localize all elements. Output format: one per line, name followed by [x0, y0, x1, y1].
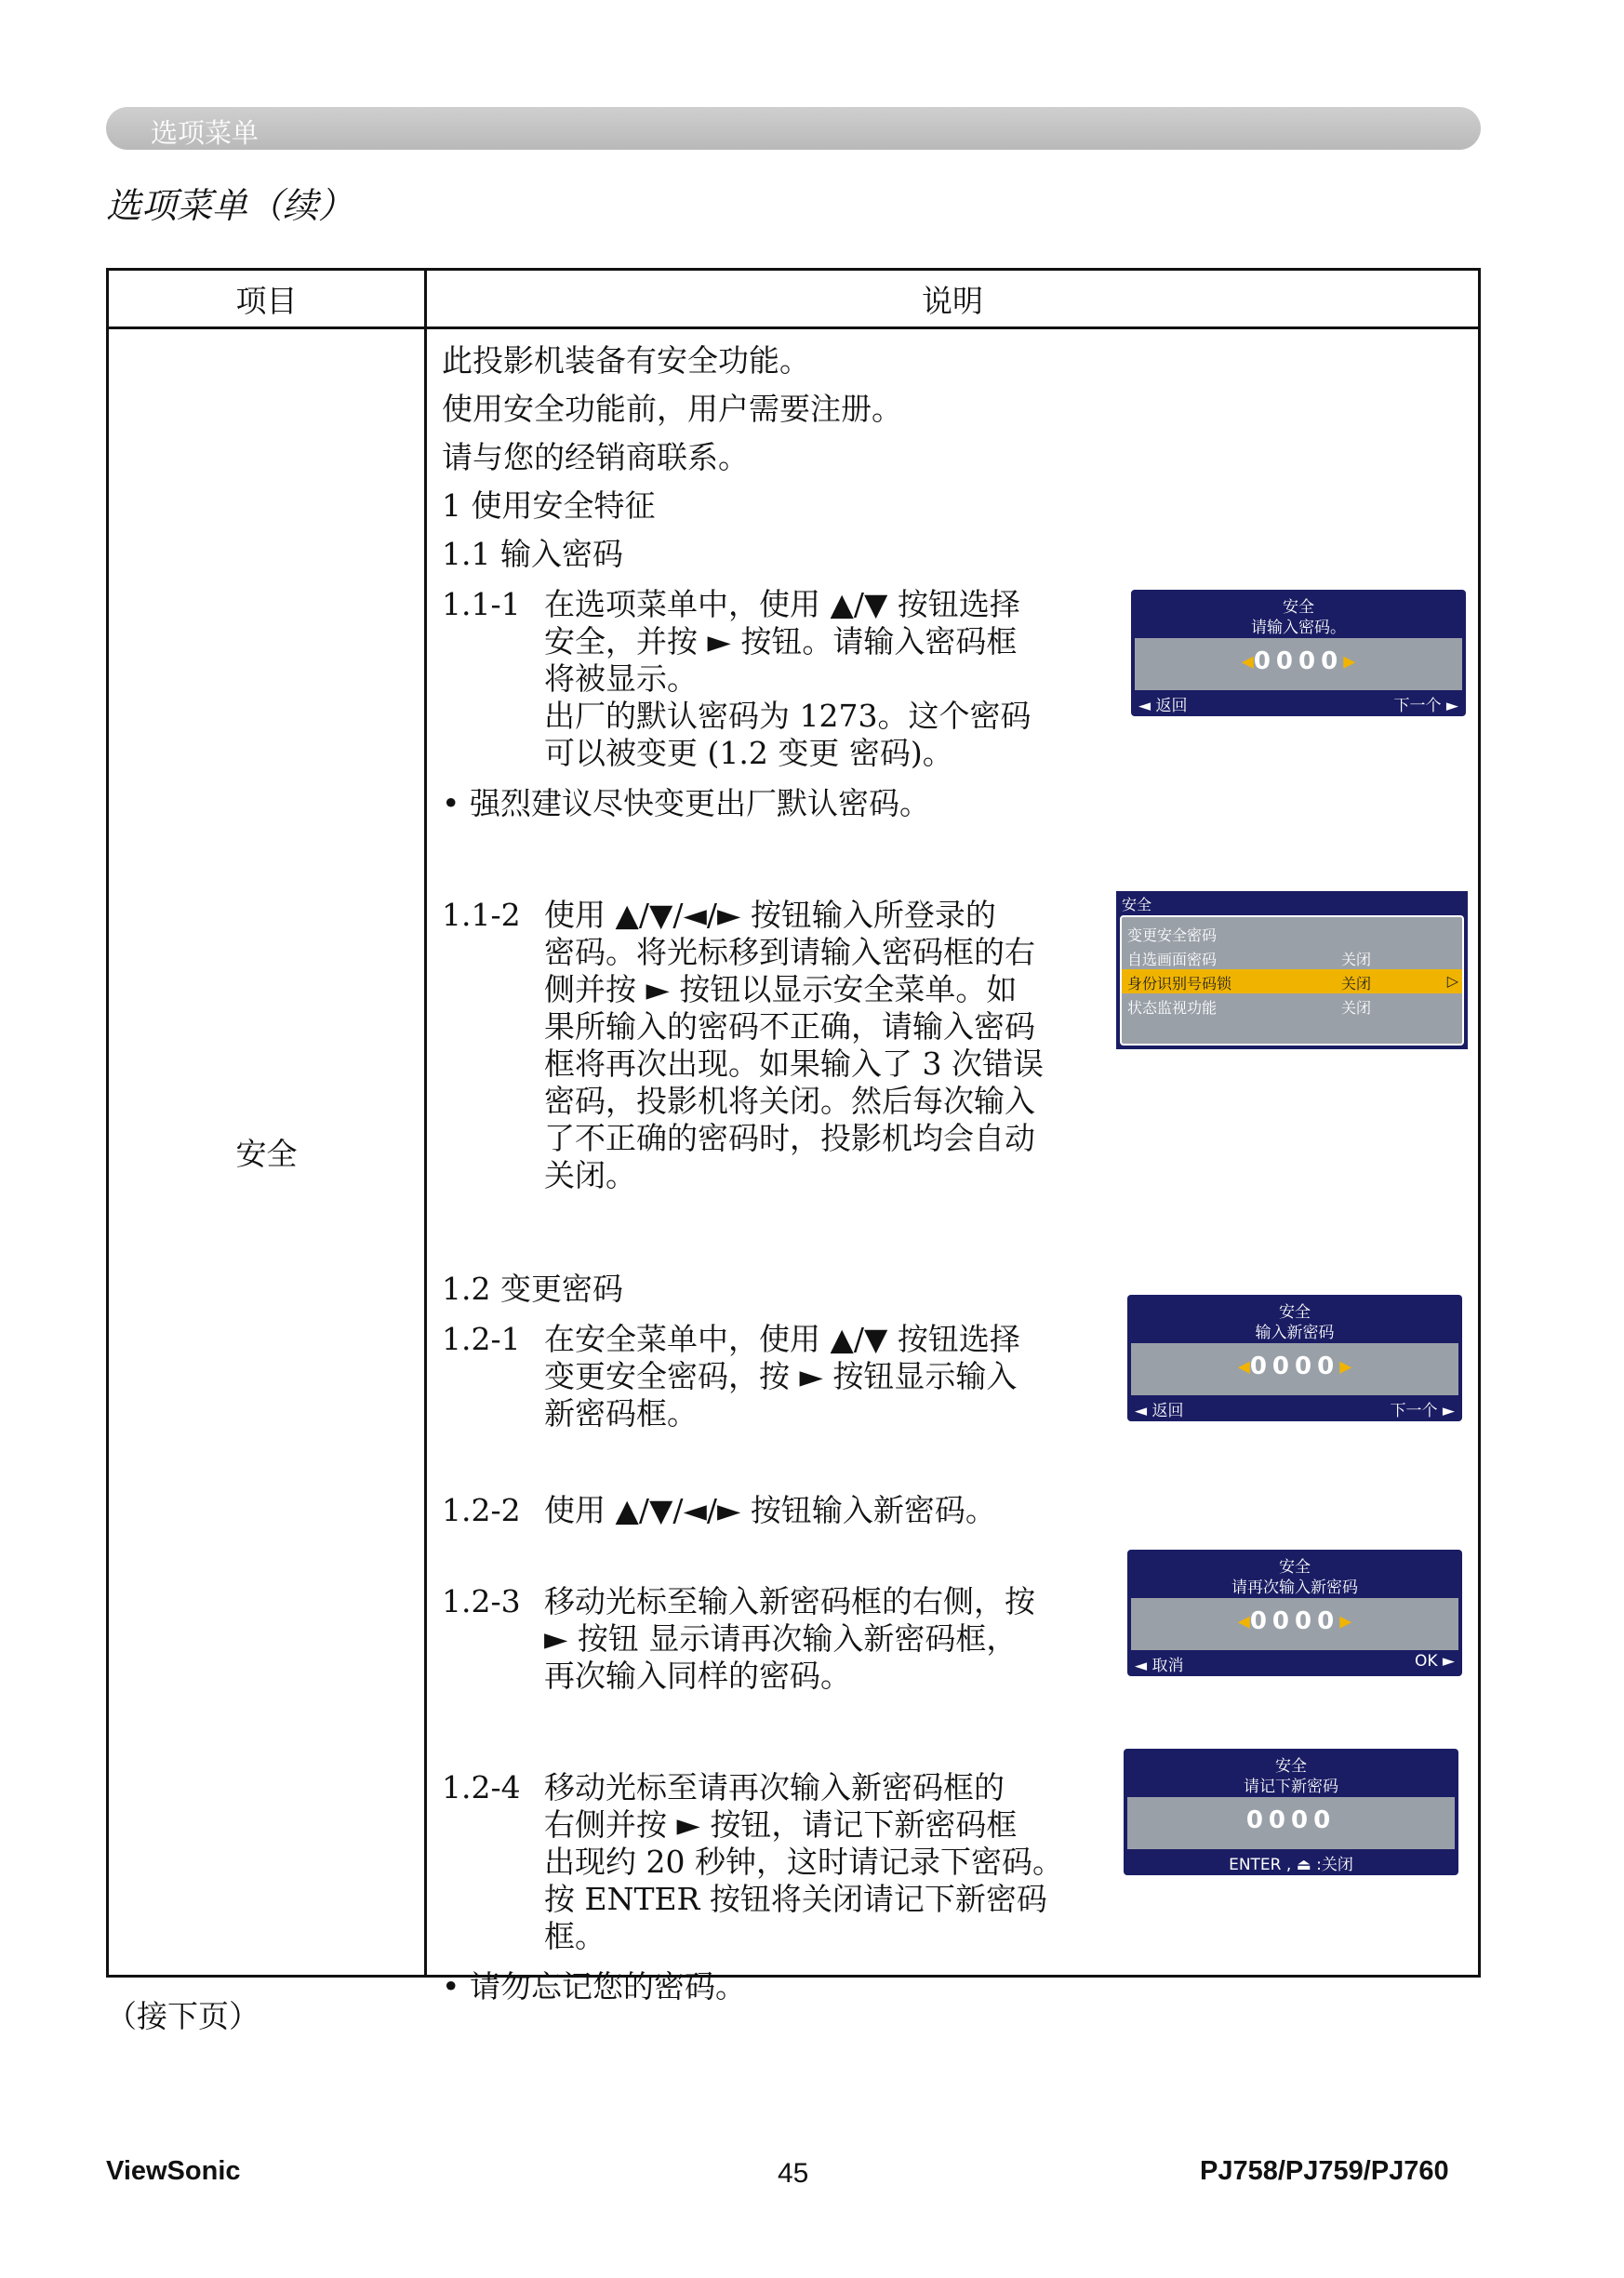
step-number: 1.2-4: [442, 1769, 521, 1805]
note: • 强烈建议尽快变更出厂默认密码。: [442, 785, 930, 821]
continued-note: （接下页）: [106, 1998, 260, 2034]
back-hint: ◄ 返回: [1135, 1402, 1184, 1420]
osd-enter-password: [1131, 590, 1466, 716]
desc-line: 1.2 变更密码: [442, 1271, 623, 1307]
item-security: 安全: [108, 328, 426, 1977]
menu-row-selected: 身份识别号码锁 关闭 ▷: [1122, 969, 1462, 993]
step-line: 侧并按 ► 按钮以显示安全菜单。如: [544, 971, 1018, 1007]
desc-line: 1 使用安全特征: [442, 487, 656, 524]
step-line: 移动光标至请再次输入新密码框的: [544, 1769, 1005, 1805]
osd-prompt: 请再次输入新密码: [1231, 1579, 1358, 1597]
osd-footer: [1138, 692, 1458, 715]
step-number: 1.2-3: [442, 1583, 521, 1619]
step-line: 移动光标至输入新密码框的右侧，按: [544, 1583, 1035, 1619]
step-line: 果所输入的密码不正确，请输入密码: [544, 1008, 1035, 1045]
step-line: 使用 ▲/▼/◄/► 按钮输入所登录的: [544, 897, 996, 933]
osd-new-password: [1127, 1295, 1462, 1421]
osd-prompt: 请记下新密码: [1244, 1778, 1338, 1796]
step-line: 右侧并按 ► 按钮，请记下新密码框: [544, 1806, 1018, 1843]
options-table: [106, 268, 1481, 2005]
ok-hint: OK ►: [1414, 1652, 1455, 1671]
step-line: 密码。将光标移到请输入密码框的右: [544, 934, 1035, 970]
step-line: 使用 ▲/▼/◄/► 按钮输入新密码。: [544, 1492, 996, 1528]
osd-title: 安全: [1279, 1303, 1311, 1322]
osd-title: 安全: [1275, 1757, 1307, 1776]
step-line: 出厂的默认密码为 1273。这个密码: [544, 698, 1032, 734]
step-number: 1.2-2: [442, 1492, 521, 1528]
desc-line: 此投影机装备有安全功能。: [442, 342, 810, 379]
step-line: 框。: [544, 1918, 606, 1954]
arrow-right-icon: ▸: [1343, 647, 1356, 675]
password-field: ◂0000▸: [1237, 1352, 1352, 1380]
desc-line: 请与您的经销商联系。: [442, 439, 749, 475]
step-line: 将被显示。: [544, 660, 698, 697]
osd-title: 安全: [1279, 1558, 1311, 1577]
osd-title: 安全: [1283, 598, 1314, 617]
password-field: ◂0000▸: [1241, 647, 1356, 675]
step-line: 出现约 20 秒钟，这时请记录下密码。: [544, 1844, 1063, 1880]
brand-logo: ViewSonic: [106, 2156, 241, 2186]
osd-prompt: 输入新密码: [1255, 1324, 1335, 1342]
step-line: 了不正确的密码时，投影机均会自动: [544, 1120, 1035, 1156]
menu-row: 变更安全密码: [1127, 926, 1218, 944]
arrow-left-icon: ◂: [1241, 647, 1254, 675]
model-name: PJ758/PJ759/PJ760: [1200, 2156, 1449, 2186]
cancel-hint: ◄ 取消: [1135, 1657, 1184, 1675]
back-hint: ◄ 返回: [1138, 697, 1188, 715]
menu-row: 状态监视功能 关闭: [1127, 999, 1372, 1017]
desc-line: 1.1 输入密码: [442, 536, 623, 572]
next-hint: 下一个 ►: [1393, 697, 1458, 715]
step-line: 安全，并按 ► 按钮。请输入密码框: [544, 623, 1018, 659]
osd-prompt: 请输入密码。: [1251, 619, 1346, 637]
step-number: 1.1-2: [442, 897, 521, 933]
desc-line: 使用安全功能前，用户需要注册。: [442, 391, 902, 427]
col-header-item: 项目: [108, 270, 426, 328]
step-line: 新密码框。: [544, 1395, 698, 1432]
arrow-left-icon: ◂: [1237, 1352, 1250, 1380]
desc-cell: [426, 328, 1480, 2005]
page-number: 45: [778, 2158, 809, 2189]
arrow-right-icon: ▸: [1339, 1352, 1352, 1380]
col-header-desc: 说明: [426, 270, 1480, 328]
arrow-right-icon: ▸: [1339, 1607, 1352, 1635]
step-line: 密码，投影机将关闭。然后每次输入: [544, 1083, 1035, 1119]
password-display: 0000: [1245, 1806, 1337, 1834]
step-line: 变更安全密码，按 ► 按钮显示输入: [544, 1358, 1018, 1394]
step-line: 可以被变更 (1.2 变更 密码)。: [544, 735, 953, 771]
step-line: 按 ENTER 按钮将关闭请记下新密码: [544, 1881, 1047, 1917]
step-number: 1.1-1: [442, 586, 521, 622]
osd-footer: [1135, 1397, 1455, 1420]
osd-reenter-password: [1127, 1550, 1462, 1676]
note: • 请勿忘记您的密码。: [442, 1968, 746, 2005]
section-title: 选项菜单（续）: [106, 185, 354, 226]
osd-security-menu: [1116, 891, 1468, 1049]
step-number: 1.2-1: [442, 1321, 521, 1357]
header-band: [106, 107, 1481, 150]
arrow-left-icon: ◂: [1237, 1607, 1250, 1635]
step-line: 框将再次出现。如果输入了 3 次错误: [544, 1046, 1044, 1082]
header-band-label: 选项菜单: [151, 117, 260, 149]
next-hint: 下一个 ►: [1390, 1402, 1455, 1420]
osd-footer-close-hint: ENTER , ⏏ :关闭: [1229, 1856, 1353, 1874]
step-line: 再次输入同样的密码。: [544, 1658, 851, 1694]
step-line: ► 按钮 显示请再次输入新密码框，: [544, 1620, 1018, 1657]
submenu-arrow-icon: ▷: [1446, 972, 1458, 990]
step-line: 在选项菜单中，使用 ▲/▼ 按钮选择: [544, 586, 1020, 622]
password-field: ◂0000▸: [1237, 1607, 1352, 1635]
menu-box: [1120, 915, 1464, 1046]
step-line: 关闭。: [544, 1157, 636, 1193]
menu-row: 自选画面密码 关闭: [1127, 951, 1372, 968]
step-line: 在安全菜单中，使用 ▲/▼ 按钮选择: [544, 1321, 1020, 1357]
osd-footer: [1135, 1652, 1455, 1675]
osd-note-password: [1124, 1749, 1458, 1875]
menu-title: 安全: [1122, 896, 1152, 913]
